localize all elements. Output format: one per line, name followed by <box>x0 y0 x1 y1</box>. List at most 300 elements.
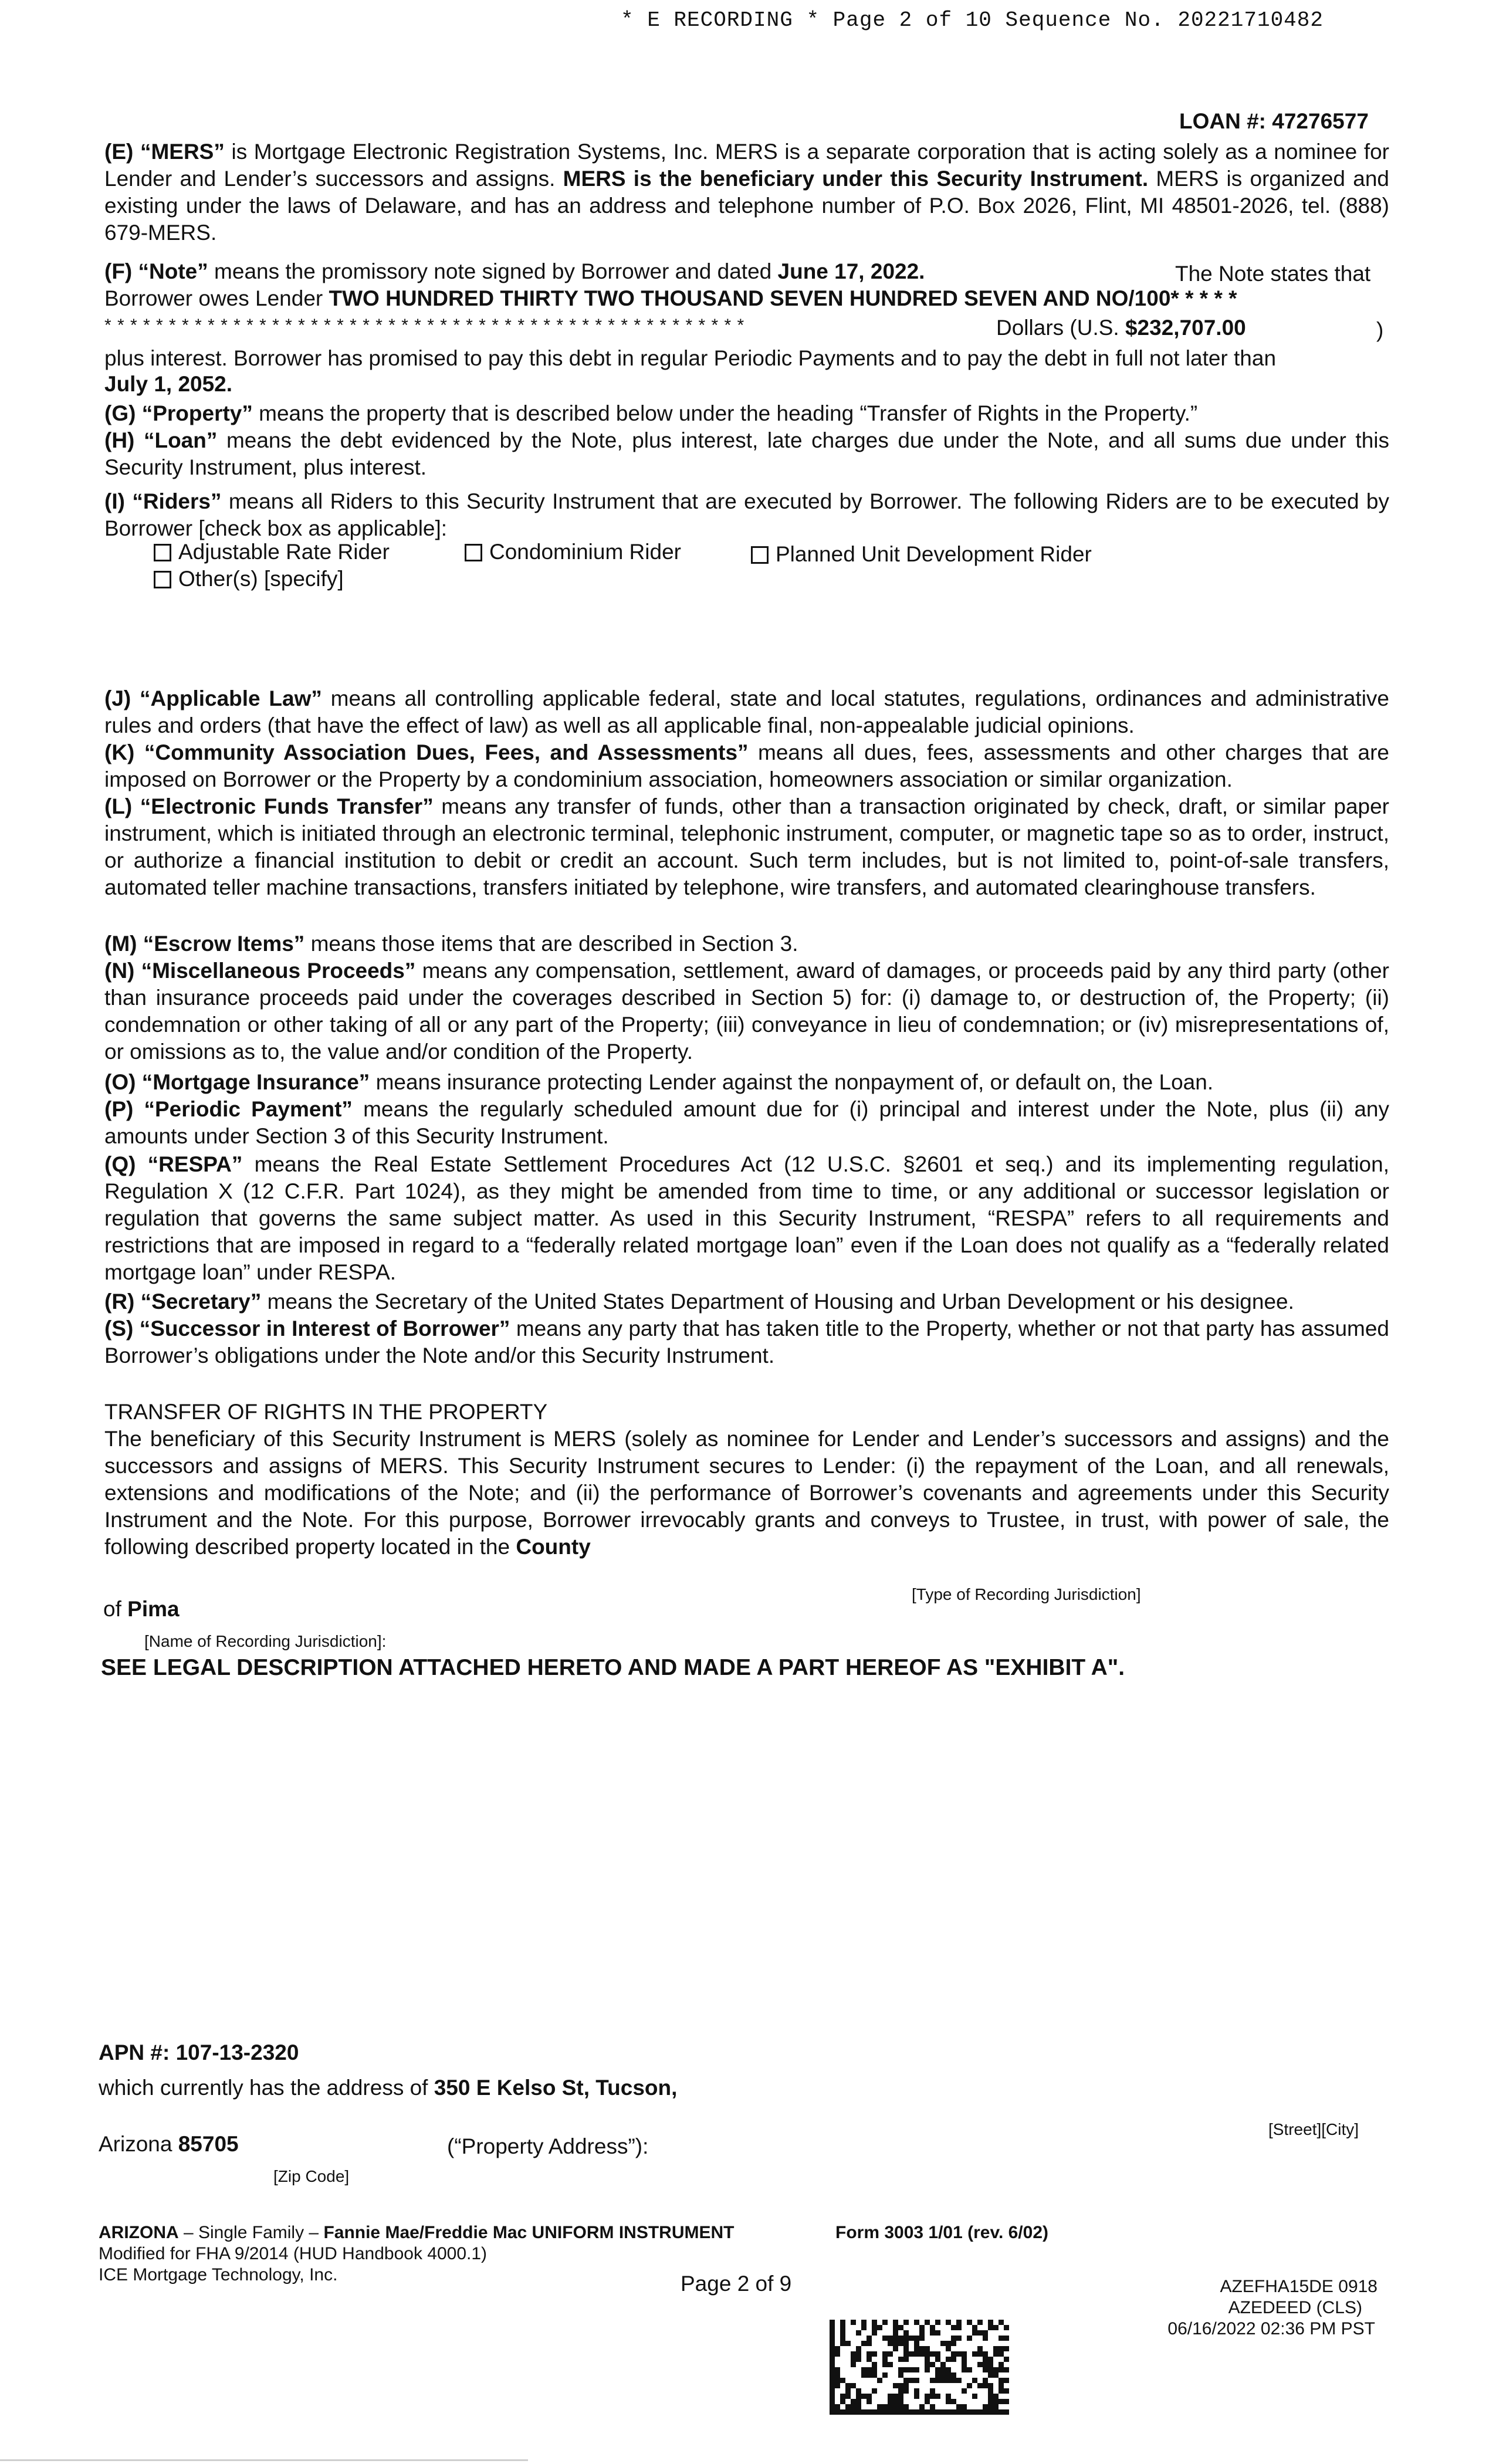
barcode-module <box>951 2378 956 2383</box>
zip-caption: [Zip Code] <box>273 2167 350 2185</box>
barcode-module <box>983 2378 988 2383</box>
barcode-module <box>972 2351 977 2357</box>
barcode-module <box>835 2404 840 2409</box>
barcode-module <box>956 2378 962 2383</box>
barcode-module <box>988 2409 993 2415</box>
barcode-module <box>867 2409 872 2415</box>
definition-f-line2: Borrower owes Lender TWO HUNDRED THIRTY TWO THOUSAND SEVEN HUNDRED SEVEN AND NO/100* * * * * <box>104 286 1237 310</box>
property-address-label: (“Property Address”): <box>447 2134 649 2158</box>
barcode-module <box>898 2357 903 2362</box>
other-rider-checkbox[interactable] <box>154 571 171 588</box>
barcode-module <box>967 2409 972 2415</box>
barcode-module <box>940 2409 946 2415</box>
barcode-module <box>893 2325 898 2330</box>
barcode-module <box>988 2388 993 2394</box>
barcode-module <box>914 2346 919 2351</box>
footer-form-number: Form 3003 1/01 (rev. 6/02) <box>835 2223 1048 2242</box>
barcode-module <box>835 2378 840 2383</box>
barcode-module <box>977 2362 983 2367</box>
barcode-module <box>861 2372 867 2378</box>
barcode-module <box>919 2336 925 2341</box>
barcode-module <box>830 2362 835 2367</box>
barcode-module <box>940 2367 946 2372</box>
barcode-module <box>935 2351 940 2357</box>
barcode-module <box>977 2330 983 2336</box>
barcode-module <box>909 2367 914 2372</box>
barcode-module <box>877 2409 882 2415</box>
amount-words: TWO HUNDRED THIRTY TWO THOUSAND SEVEN HUNDRED SEVEN AND NO/100* * * * * <box>329 286 1237 310</box>
barcode-module <box>951 2409 956 2415</box>
barcode-module <box>1004 2399 1009 2404</box>
barcode-module <box>930 2325 935 2330</box>
legal-description: SEE LEGAL DESCRIPTION ATTACHED HERETO AND MADE A PART HEREOF AS "EXHIBIT A". <box>101 1655 1125 1680</box>
barcode-module <box>951 2325 956 2330</box>
note-date: June 17, 2022. <box>777 259 925 283</box>
barcode-module <box>909 2336 914 2341</box>
barcode-module <box>999 2388 1004 2394</box>
barcode-module <box>919 2346 925 2351</box>
barcode-module <box>830 2388 835 2394</box>
type-caption: [Type of Recording Jurisdiction] <box>912 1585 1141 1603</box>
barcode-module <box>861 2325 867 2330</box>
barcode-module <box>967 2336 972 2341</box>
barcode-module <box>983 2362 988 2367</box>
barcode-module <box>830 2336 835 2341</box>
barcode-module <box>903 2336 909 2341</box>
barcode-module <box>925 2399 930 2404</box>
barcode-module <box>972 2378 977 2383</box>
barcode-module <box>962 2388 967 2394</box>
barcode-module <box>930 2378 935 2383</box>
barcode-module <box>930 2351 935 2357</box>
barcode-module <box>977 2320 983 2325</box>
barcode-module <box>1004 2336 1009 2341</box>
barcode-module <box>888 2399 893 2404</box>
barcode-module <box>893 2409 898 2415</box>
barcode-module <box>993 2409 999 2415</box>
transfer-heading: TRANSFER OF RIGHTS IN THE PROPERTY <box>104 1400 548 1424</box>
jurisdiction-line: of Pima <box>103 1597 180 1621</box>
barcode-module <box>882 2336 888 2341</box>
barcode-module <box>999 2383 1004 2388</box>
barcode-module <box>898 2394 903 2399</box>
barcode-module <box>1004 2357 1009 2362</box>
barcode-module <box>898 2372 903 2378</box>
barcode-module <box>845 2388 851 2394</box>
barcode-module <box>840 2394 845 2399</box>
barcode-module <box>898 2341 903 2346</box>
apn-line: APN #: 107-13-2320 <box>99 2040 299 2064</box>
barcode-module <box>903 2346 909 2351</box>
definition-g: (G) “Property” means the property that is described below under the heading “Transfer of Rights in the Property.” <box>104 401 1198 425</box>
barcode-module <box>830 2409 835 2415</box>
barcode-module <box>946 2394 951 2399</box>
barcode-module <box>993 2346 999 2351</box>
barcode-module <box>919 2330 925 2336</box>
barcode-module <box>830 2357 835 2362</box>
barcode-module <box>946 2399 951 2404</box>
barcode-module <box>972 2325 977 2330</box>
barcode-module <box>977 2383 983 2388</box>
adjustable-rate-checkbox[interactable] <box>154 544 171 561</box>
barcode-module <box>999 2351 1004 2357</box>
barcode-module <box>1004 2346 1009 2351</box>
barcode-module <box>840 2330 845 2336</box>
barcode-module <box>946 2341 951 2346</box>
barcode-module <box>872 2320 877 2325</box>
barcode-module <box>830 2351 835 2357</box>
barcode-module <box>925 2346 930 2351</box>
barcode-module <box>977 2409 983 2415</box>
definition-o: (O) “Mortgage Insurance” means insurance protecting Lender against the nonpayment of, or default on, the Loan. <box>104 1070 1214 1094</box>
definition-n: (N) “Miscellaneous Proceeds” means any compensation, settlement, award of damages, or proceeds paid by any third party (other than insurance proceeds paid under the coverages described in Section 5) for: (i) damage to, or destruction of, the Property; (ii) condemnation or other taking of all or any part of the Property; (iii) conveyance in lieu of condemnation; or (iv) misrepresentations of, or omissions as to, the value and/or condition of the Property. <box>104 959 1389 1064</box>
footer-form-line: ARIZONA – Single Family – Fannie Mae/Freddie Mac UNIFORM INSTRUMENT <box>99 2223 735 2242</box>
barcode-module <box>882 2351 888 2357</box>
barcode-module <box>935 2367 940 2372</box>
barcode-module <box>856 2351 861 2357</box>
barcode-module <box>983 2351 988 2357</box>
barcode-module <box>856 2399 861 2404</box>
barcode-module <box>872 2409 877 2415</box>
barcode-module <box>830 2404 835 2409</box>
barcode-module <box>956 2336 962 2341</box>
barcode-module <box>914 2388 919 2394</box>
barcode-module <box>999 2320 1004 2325</box>
barcode-module <box>903 2320 909 2325</box>
barcode-module <box>946 2320 951 2325</box>
barcode-module <box>893 2341 898 2346</box>
barcode-module <box>919 2409 925 2415</box>
barcode-module <box>946 2409 951 2415</box>
rider-adjustable[interactable]: Adjustable Rate Rider <box>154 539 390 566</box>
barcode-module <box>856 2330 861 2336</box>
barcode-module <box>914 2341 919 2346</box>
barcode-module <box>962 2367 967 2372</box>
barcode-icon <box>830 2317 1009 2417</box>
barcode-module <box>903 2357 909 2362</box>
barcode-module <box>935 2330 940 2336</box>
barcode-module <box>993 2372 999 2378</box>
address-line: which currently has the address of 350 E Kelso St, Tucson, <box>99 2076 678 2100</box>
barcode-module <box>930 2404 935 2409</box>
barcode-module <box>983 2357 988 2362</box>
barcode-module <box>872 2362 877 2367</box>
barcode-module <box>925 2357 930 2362</box>
barcode-module <box>962 2362 967 2367</box>
barcode-module <box>893 2394 898 2399</box>
barcode-module <box>988 2372 993 2378</box>
barcode-module <box>898 2409 903 2415</box>
barcode-module <box>935 2372 940 2378</box>
barcode-module <box>893 2336 898 2341</box>
barcode-module <box>967 2367 972 2372</box>
definition-f-line4: plus interest. Borrower has promised to pay this debt in regular Periodic Payments and to pay the debt in full not later than <box>104 346 1277 370</box>
barcode-module <box>851 2409 856 2415</box>
barcode-module <box>988 2362 993 2367</box>
barcode-module <box>903 2378 909 2383</box>
barcode-module <box>962 2404 967 2409</box>
barcode-module <box>988 2399 993 2404</box>
barcode-module <box>861 2409 867 2415</box>
definition-s: (S) “Successor in Interest of Borrower” means any party that has taken title to the Property, whether or not that party has assumed Borrower’s obligations under the Note and/or this Security Instrument. <box>104 1316 1389 1368</box>
barcode-module <box>882 2409 888 2415</box>
barcode-module <box>972 2394 977 2399</box>
barcode-module <box>909 2409 914 2415</box>
barcode-module <box>951 2351 956 2357</box>
barcode-module <box>1004 2388 1009 2394</box>
barcode-module <box>977 2351 983 2357</box>
loan-label: LOAN #: <box>1179 109 1266 133</box>
barcode-module <box>919 2404 925 2409</box>
barcode-module <box>983 2409 988 2415</box>
barcode-module <box>940 2372 946 2378</box>
barcode-module <box>983 2330 988 2336</box>
barcode-module <box>856 2409 861 2415</box>
barcode-module <box>861 2320 867 2325</box>
barcode-module <box>856 2357 861 2362</box>
barcode-module <box>856 2388 861 2394</box>
rider-condominium[interactable]: Condominium Rider <box>465 539 681 566</box>
barcode-module <box>946 2372 951 2378</box>
footer-vendor: ICE Mortgage Technology, Inc. <box>99 2265 338 2284</box>
definition-p: (P) “Periodic Payment” means the regularly scheduled amount due for (i) principal and interest under the Note, plus (ii) any amounts under Section 3 of this Security Instrument. <box>104 1097 1389 1148</box>
barcode-module <box>867 2351 872 2357</box>
barcode-module <box>914 2409 919 2415</box>
barcode-module <box>888 2336 893 2341</box>
barcode-module <box>972 2330 977 2336</box>
barcode-module <box>999 2409 1004 2415</box>
barcode-module <box>914 2351 919 2357</box>
barcode-module <box>946 2357 951 2362</box>
maturity-date: July 1, 2052. <box>104 372 233 396</box>
apn-number: 107-13-2320 <box>175 2040 299 2064</box>
barcode-module <box>940 2341 946 2346</box>
barcode-module <box>925 2409 930 2415</box>
barcode-module <box>993 2394 999 2399</box>
barcode-module <box>845 2409 851 2415</box>
barcode-module <box>925 2320 930 2325</box>
barcode-module <box>835 2351 840 2357</box>
definition-k: (K) “Community Association Dues, Fees, and Assessments” means all dues, fees, assessments and other charges that are imposed on Borrower or the Property by a condominium association, homeowners association or similar organization. <box>104 740 1390 791</box>
footer-code: AZEFHA15DE 0918 <box>1220 2277 1377 2296</box>
definition-q: (Q) “RESPA” means the Real Estate Settlement Procedures Act (12 U.S.C. §2601 et seq.) and its implementing regulation, Regulation X (12 C.F.R. Part 1024), as they might be amended from time to time, or any additional or successor legislation or regulation that governs the same subject matter. As used in this Security Instrument, “RESPA” refers to all requirements and restrictions that are imposed in regard to a “federally related mortgage loan” even if the Loan does not qualify as a “federally related mortgage loan” under RESPA. <box>104 1152 1389 1284</box>
barcode-module <box>882 2320 888 2325</box>
loan-number <box>1179 108 1369 135</box>
barcode-module <box>988 2320 993 2325</box>
barcode-module <box>946 2378 951 2383</box>
rider-other[interactable]: Other(s) [specify] <box>154 566 344 593</box>
definition-m: (M) “Escrow Items” means those items that are described in Section 3. <box>104 932 798 956</box>
barcode-module <box>830 2341 835 2346</box>
barcode-module <box>956 2409 962 2415</box>
barcode-module <box>993 2351 999 2357</box>
barcode-module <box>830 2330 835 2336</box>
barcode-module <box>962 2357 967 2362</box>
barcode-module <box>845 2341 851 2346</box>
zip-code: 85705 <box>178 2132 239 2156</box>
barcode-module <box>893 2404 898 2409</box>
barcode-module <box>893 2399 898 2404</box>
barcode-module <box>988 2357 993 2362</box>
barcode-module <box>893 2383 898 2388</box>
barcode-module <box>988 2367 993 2372</box>
barcode-module <box>951 2399 956 2404</box>
barcode-module <box>840 2409 845 2415</box>
barcode-module <box>872 2351 877 2357</box>
barcode-module <box>851 2362 856 2367</box>
barcode-module <box>935 2320 940 2325</box>
barcode-module <box>872 2325 877 2330</box>
barcode-module <box>1004 2367 1009 2372</box>
barcode-module <box>898 2367 903 2372</box>
barcode-module <box>830 2383 835 2388</box>
barcode-module <box>903 2351 909 2357</box>
barcode-module <box>930 2409 935 2415</box>
street-city: 350 E Kelso St, Tucson, <box>434 2076 678 2100</box>
barcode-module <box>867 2341 872 2346</box>
barcode-module <box>893 2346 898 2351</box>
barcode-module <box>898 2383 903 2388</box>
barcode-module <box>946 2346 951 2351</box>
barcode-module <box>925 2367 930 2372</box>
barcode-module <box>919 2325 925 2330</box>
definition-i: (I) “Riders” means all Riders to this Security Instrument that are executed by Borrower. The following Riders are to be executed by Borrower [check box as applicable]: <box>104 489 1390 540</box>
barcode-module <box>940 2378 946 2383</box>
pud-checkbox[interactable] <box>751 546 769 564</box>
barcode-module <box>983 2367 988 2372</box>
barcode-module <box>867 2357 872 2362</box>
barcode-module <box>962 2409 967 2415</box>
barcode-module <box>830 2367 835 2372</box>
barcode-module <box>898 2325 903 2330</box>
barcode-module <box>835 2409 840 2415</box>
barcode-module <box>951 2372 956 2378</box>
barcode-module <box>935 2394 940 2399</box>
barcode-module <box>867 2367 872 2372</box>
barcode-module <box>856 2346 861 2351</box>
recording-header: * E RECORDING * Page 2 of 10 Sequence No. 20221710482 <box>621 8 1324 32</box>
barcode-module <box>983 2336 988 2341</box>
barcode-module <box>888 2351 893 2357</box>
barcode-module <box>956 2351 962 2357</box>
note-states-text: The Note states that <box>1175 262 1371 286</box>
barcode-module <box>877 2378 882 2383</box>
barcode-module <box>988 2383 993 2388</box>
barcode-module <box>935 2409 940 2415</box>
barcode-module <box>851 2320 856 2325</box>
barcode-module <box>914 2394 919 2399</box>
barcode-module <box>882 2372 888 2378</box>
barcode-module <box>909 2378 914 2383</box>
barcode-module <box>914 2378 919 2383</box>
barcode-module <box>861 2367 867 2372</box>
barcode-module <box>830 2378 835 2383</box>
barcode-module <box>898 2336 903 2341</box>
barcode-module <box>1004 2325 1009 2330</box>
barcode-module <box>840 2320 845 2325</box>
barcode-module <box>898 2404 903 2409</box>
footer-modified: Modified for FHA 9/2014 (HUD Handbook 4000.1) <box>99 2244 488 2263</box>
barcode-module <box>830 2320 835 2325</box>
barcode-module <box>830 2372 835 2378</box>
condominium-checkbox[interactable] <box>465 544 482 561</box>
barcode-module <box>914 2320 919 2325</box>
barcode-module <box>925 2394 930 2399</box>
barcode-module <box>872 2388 877 2394</box>
barcode-module <box>967 2383 972 2388</box>
barcode-module <box>940 2362 946 2367</box>
barcode-module <box>867 2399 872 2404</box>
barcode-module <box>1004 2409 1009 2415</box>
barcode-module <box>835 2383 840 2388</box>
barcode-module <box>967 2320 972 2325</box>
barcode-module <box>919 2351 925 2357</box>
barcode-module <box>951 2341 956 2346</box>
barcode-module <box>830 2399 835 2404</box>
barcode-module <box>999 2362 1004 2367</box>
rider-pud[interactable]: Planned Unit Development Rider <box>751 541 1092 568</box>
barcode-module <box>999 2399 1004 2404</box>
barcode-module <box>903 2367 909 2372</box>
barcode-module <box>903 2341 909 2346</box>
barcode-module <box>935 2378 940 2383</box>
barcode-module <box>993 2325 999 2330</box>
barcode-module <box>882 2357 888 2362</box>
barcode-module <box>835 2367 840 2372</box>
state-zip-line: Arizona 85705 <box>99 2132 239 2156</box>
barcode-module <box>888 2409 893 2415</box>
barcode-module <box>930 2388 935 2394</box>
barcode-module <box>956 2325 962 2330</box>
barcode-module <box>999 2346 1004 2351</box>
barcode-module <box>882 2404 888 2409</box>
barcode-module <box>877 2325 882 2330</box>
barcode-module <box>888 2394 893 2399</box>
barcode-module <box>867 2394 872 2399</box>
definition-r: (R) “Secretary” means the Secretary of the United States Department of Housing and Urban Development or his designee. <box>104 1289 1294 1314</box>
barcode-module <box>835 2372 840 2378</box>
asterisk-fill: * * * * * * * * * * * * * * * * * * * * * * * * * * * * * * * * * * * * * * * * * * * * * * * * * * <box>104 316 745 335</box>
barcode-module <box>898 2399 903 2404</box>
street-city-caption: [Street][City] <box>1268 2120 1359 2138</box>
barcode-module <box>888 2341 893 2346</box>
barcode-module <box>840 2378 845 2383</box>
barcode-module <box>893 2330 898 2336</box>
barcode-module <box>840 2325 845 2330</box>
barcode-module <box>882 2362 888 2367</box>
barcode-module <box>840 2341 845 2346</box>
barcode-module <box>893 2320 898 2325</box>
barcode-module <box>925 2362 930 2367</box>
barcode-module <box>903 2388 909 2394</box>
barcode-module <box>914 2367 919 2372</box>
barcode-module <box>835 2346 840 2351</box>
transfer-paragraph: The beneficiary of this Security Instrument is MERS (solely as nominee for Lender and Lender’s successors and assigns) and the successors and assigns of MERS. This Security Instrument secures to Lender: (i) the repayment of the Loan, and all renewals, extensions and modifications of the Note; and (ii) the performance of Borrower’s covenants and agreements under this Security Instrument and the Note. For this purpose, Borrower irrevocably grants and conveys to Trustee, in trust, with power of sale, the following described property located in the County <box>104 1427 1389 1559</box>
barcode-module <box>845 2404 851 2409</box>
barcode-module <box>935 2357 940 2362</box>
barcode-module <box>867 2336 872 2341</box>
barcode-module <box>830 2394 835 2399</box>
barcode-module <box>988 2394 993 2399</box>
barcode-module <box>999 2378 1004 2383</box>
definition-h: (H) “Loan” means the debt evidenced by the Note, plus interest, late charges due under the Note, and all sums due under this Security Instrument, plus interest. <box>104 428 1389 479</box>
definition-f-line1: (F) “Note” means the promissory note signed by Borrower and dated June 17, 2022. <box>104 259 925 283</box>
barcode-module <box>930 2362 935 2367</box>
barcode-module <box>930 2394 935 2399</box>
page-number: Page 2 of 9 <box>681 2272 792 2296</box>
barcode-module <box>988 2404 993 2409</box>
dollars-amount: Dollars (U.S. $232,707.00 <box>996 316 1246 340</box>
